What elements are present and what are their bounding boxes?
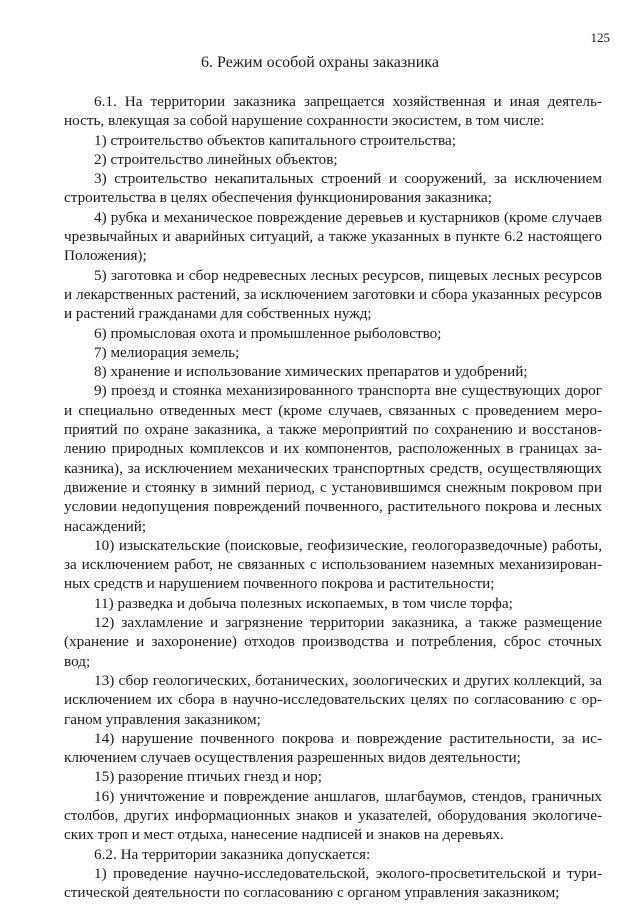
document-body [64, 92, 602, 902]
list-item: 11) разведка и добыча полезных ископаемых, в том числе торфа; [94, 594, 513, 612]
list-item: 7) мелиорация земель; [94, 343, 240, 361]
list-item: 2) строительство линейных объектов; [94, 150, 338, 168]
list-item: 10) изыскательские (поисковые, геофизические, геологоразведочные) работы, за исключением работ, не связанных с использованием наземных механизированных средств и нарушением почвенного покрова и растительности; [64, 536, 602, 593]
section-title: 6. Режим особой охраны заказника [201, 54, 439, 71]
list-item: 6) промысловая охота и промышленное рыболовство; [94, 324, 442, 342]
page-number: 125 [590, 30, 610, 45]
paragraph-6-1: 6.1. На территории заказника запрещается хозяйственная и иная деятельность, влекущая за собой нарушение сохранности экосистем, в том числе: [64, 93, 602, 130]
list-item: 15) разорение птичьих гнезд и нор; [94, 768, 322, 786]
list-item: 4) рубка и механическое повреждение деревьев и кустарников (кроме случаев чрезвычайных и аварийных ситуаций, а также указанных в пункте 6.2 настоящего Положения); [64, 208, 602, 265]
list-item: 14) нарушение почвенного покрова и повреждение растительности, за исключением случаев осуществления разрешенных видов деятельности; [64, 729, 602, 767]
list-item: 8) хранение и использование химических препаратов и удобрений; [94, 363, 528, 381]
list-item: 9) проезд и стоянка механизированного транспорта вне существующих дорог и специально отведенных мест (кроме случаев, связанных с проведением мероприятий по охране заказника, а также мероприятий по сохранению и восстановлению природных комплексов и их компонентов, расположенных в границах заказника), за исключением механических транспортных средств, осуществляющих движение и стоянку в зимний период, с установившимся снежным покровом при условии недопущения повреждений почвенного, растительного покрова и лесных насаждений; [64, 382, 602, 535]
list-item: 3) строительство некапитальных строений и сооружений, за исключением строительства в целях обеспечения функционирования заказника; [64, 170, 602, 207]
paragraph-6-2: 6.2. На территории заказника допускается: [94, 845, 371, 863]
list-item: 5) заготовка и сбор недревесных лесных ресурсов, пищевых лесных ресурсов и лекарственных растений, за исключением заготовки и сбора указанных ресурсов и растений гражданами для собственных нужд; [64, 266, 602, 323]
list-item: 13) сбор геологических, ботанических, зоологических и других коллекций, за исключением их сбора в научно-исследовательских целях по согласованию с органом управления заказником; [64, 671, 602, 728]
list-item: 1) строительство объектов капитального строительства; [94, 131, 456, 149]
list-item: 1) проведение научно-исследовательской, эколого-просветительской и туристической деятельности по согласованию с органом управления заказником; [64, 864, 602, 902]
list-item: 16) уничтожение и повреждение аншлагов, шлагбаумов, стендов, граничных столбов, других информационных знаков и указателей, оборудования экологических троп и мест отдыха, нанесение надписей и знаков на деревьях. [64, 787, 602, 844]
list-item: 12) захламление и загрязнение территории заказника, а также размещение (хранение и захоронение) отходов производства и потребления, сброс сточных вод; [64, 614, 602, 670]
